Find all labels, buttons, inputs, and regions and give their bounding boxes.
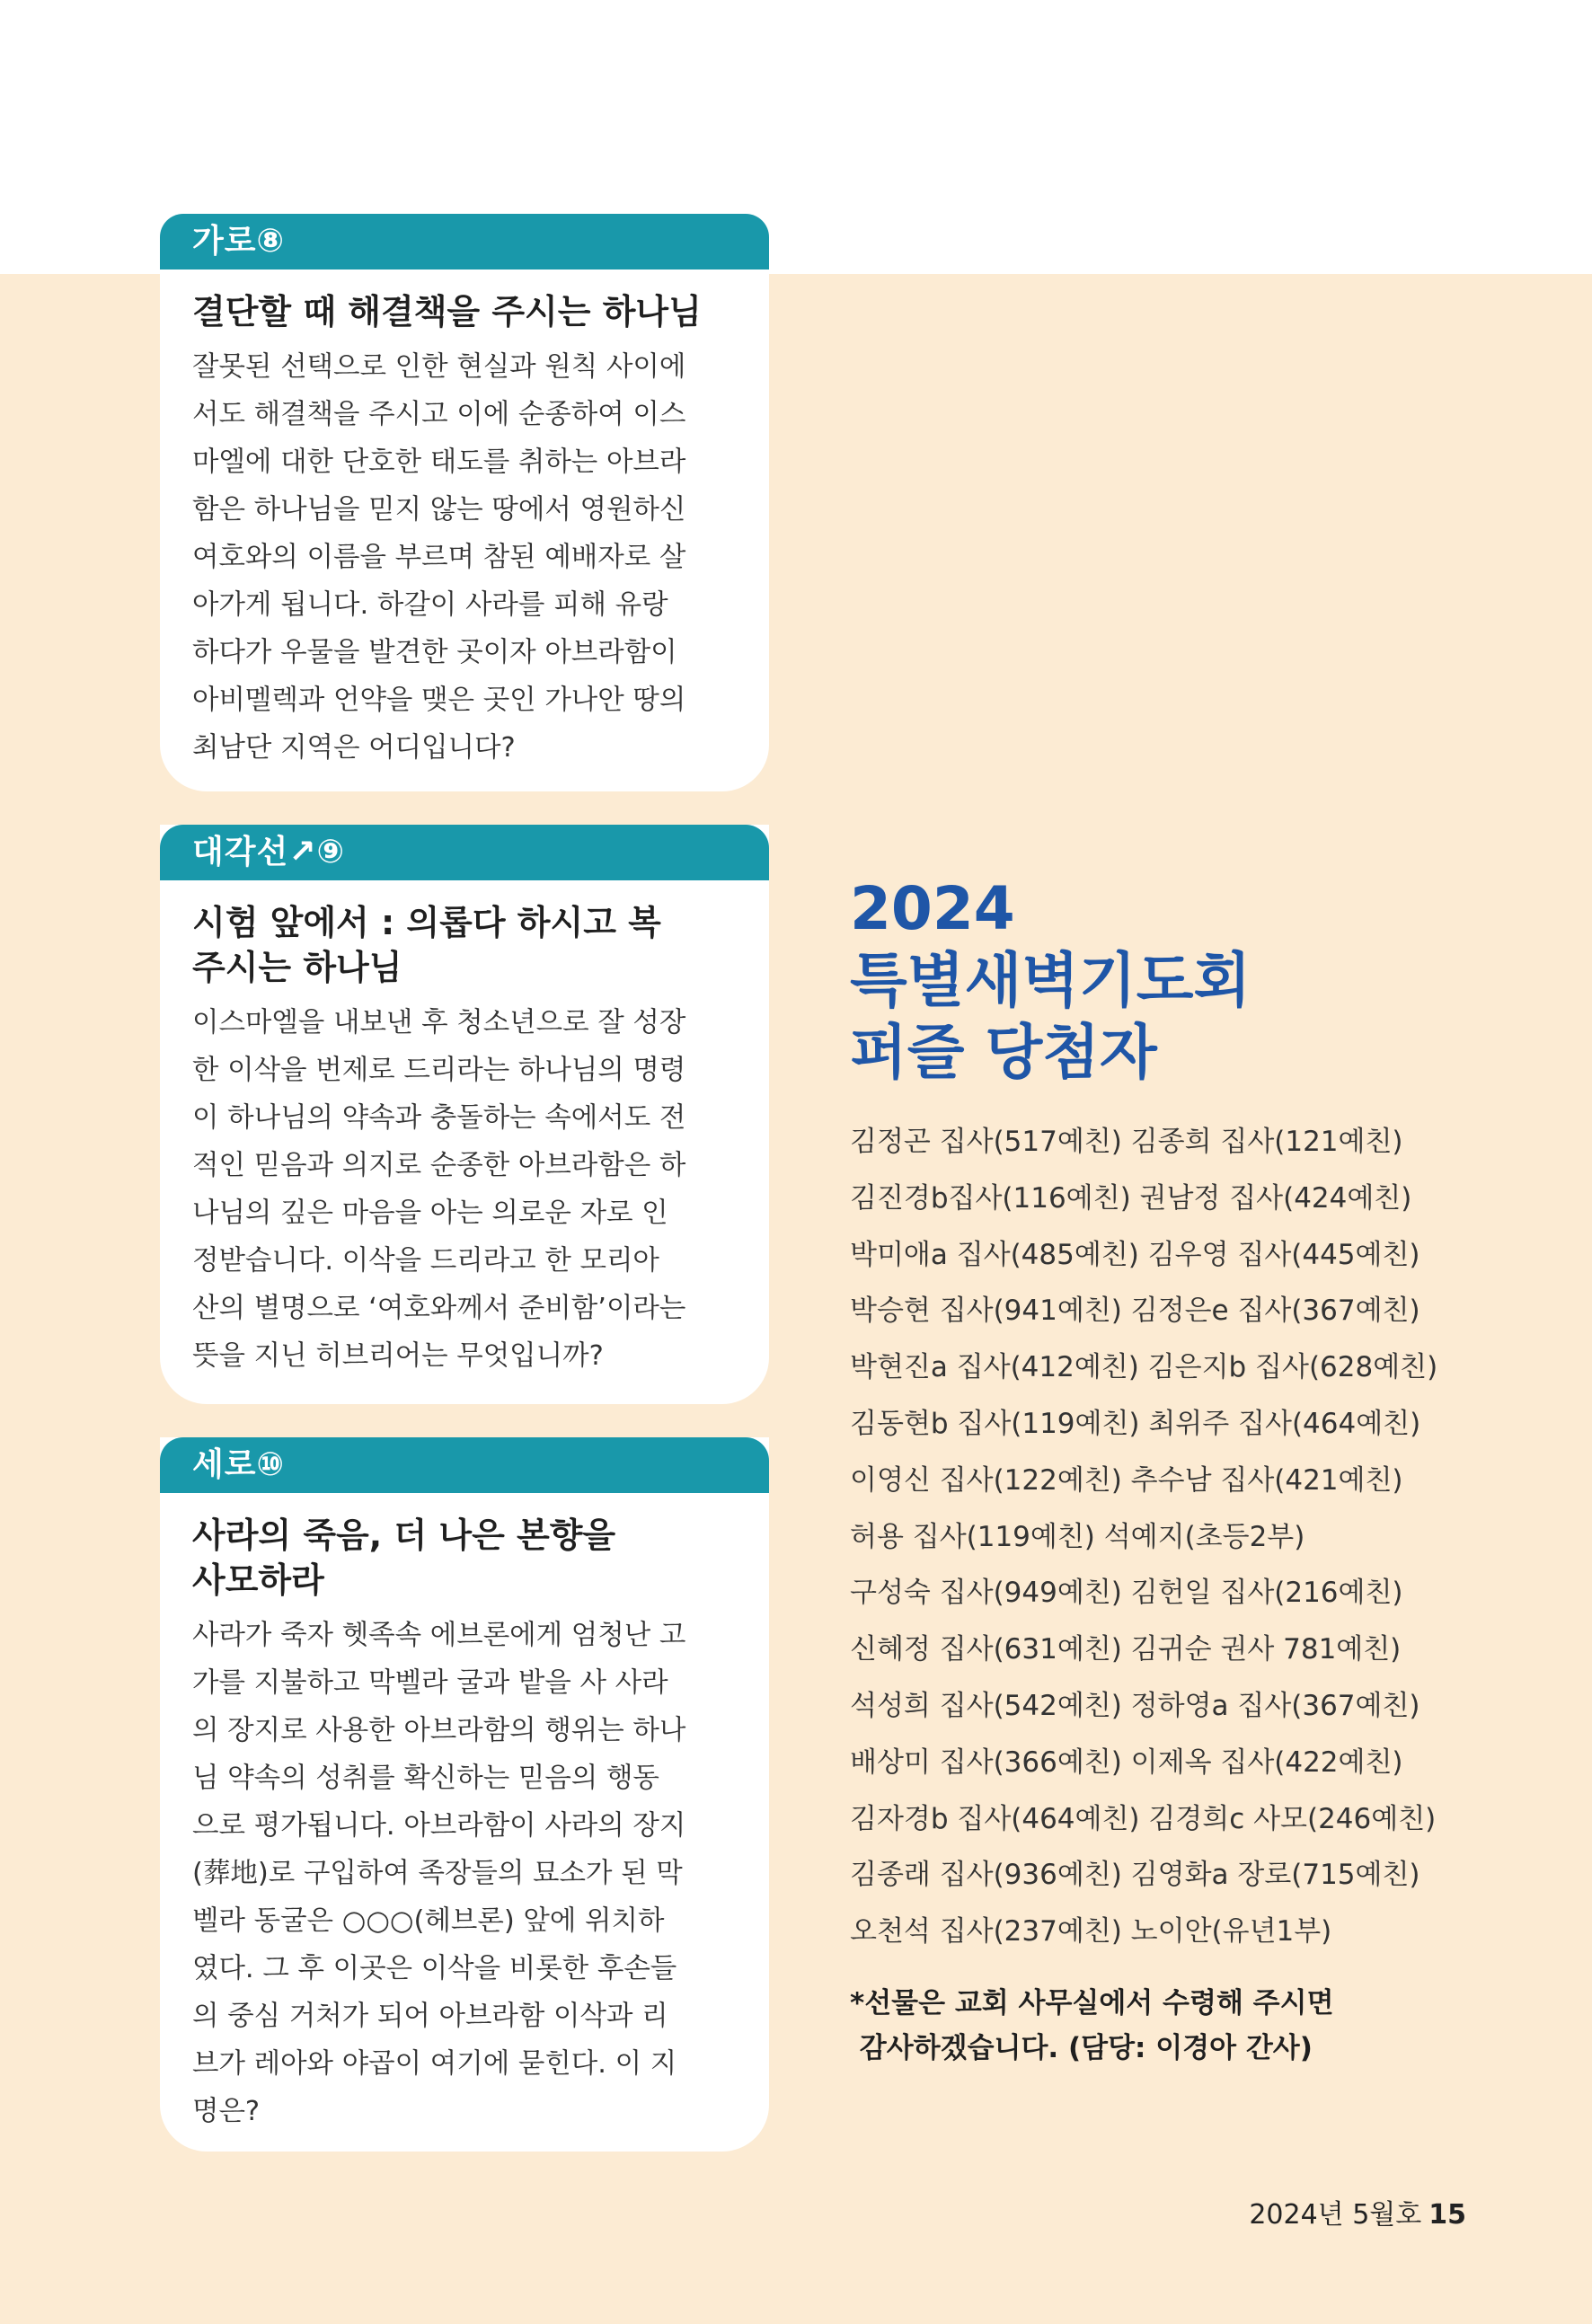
clue-text-line: 의 장지로 사용한 아브라함의 행위는 하나 [192, 1715, 686, 1746]
clue-text-line: 여호와의 이름을 부르며 참된 예배자로 살 [192, 542, 686, 573]
winners-row: 김종래 집사(936예친) 김영화a 장로(715예친) [850, 1859, 1420, 1892]
clue-text-line: 한 이삭을 번제로 드리라는 하나님의 명령 [192, 1055, 686, 1086]
winners-row: 허용 집사(119예친) 석예지(초등2부) [850, 1520, 1305, 1553]
clue-tag: 가로⑧ [160, 214, 769, 270]
clue-text-line: 산의 별명으로 ‘여호와께서 준비함’이라는 [192, 1293, 686, 1324]
clue-title-line: 시험 앞에서 : 의롭다 하시고 복 [192, 903, 661, 942]
clue-text-line: 사라가 죽자 헷족속 에브론에게 엄청난 고 [192, 1620, 686, 1651]
clue-text-line: 가를 지불하고 막벨라 굴과 밭을 사 사라 [192, 1667, 668, 1699]
clue-text-line: 적인 믿음과 의지로 순종한 아브라함은 하 [192, 1150, 686, 1181]
clue-title-line: 결단할 때 해결책을 주시는 하나님 [192, 292, 702, 331]
clue-text-line: 의 중심 거처가 되어 아브라함 이삭과 리 [192, 2001, 668, 2032]
puzzle-clue-card-across-8 [160, 214, 769, 791]
note-line: 감사하겠습니다. (담당: 이경아 간사) [850, 2032, 1313, 2064]
heading-line: 2024 [850, 874, 1015, 943]
winners-row: 배상미 집사(366예친) 이제옥 집사(422예친) [850, 1745, 1403, 1779]
clue-title [192, 1513, 737, 1603]
clue-text-line: 뜻을 지닌 히브리어는 무엇입니까? [192, 1340, 604, 1372]
clue-text [192, 1612, 737, 2135]
clue-text-line: 였다. 그 후 이곳은 이삭을 비롯한 후손들 [192, 1953, 677, 1984]
clue-title-line: 사모하라 [192, 1560, 324, 1600]
clue-title [192, 900, 737, 990]
clue-text-line: 아비멜렉과 언약을 맺은 곳인 가나안 땅의 [192, 685, 686, 716]
clue-text-line: 정받습니다. 이삭을 드리라고 한 모리아 [192, 1245, 659, 1277]
clue-text-line: 이스마엘을 내보낸 후 청소년으로 잘 성장 [192, 1007, 686, 1038]
clue-text-line: 벨라 동굴은 ○○○(헤브론) 앞에 위치하 [192, 1905, 665, 1937]
clue-text-line: 최남단 지역은 어디입니다? [192, 732, 516, 764]
winners-list [850, 1114, 1437, 1960]
clue-text-line: 잘못된 선택으로 인한 현실과 원칙 사이에 [192, 351, 686, 383]
clue-text [192, 999, 737, 1380]
winners-row: 김동현b 집사(119예친) 최위주 집사(464예친) [850, 1407, 1421, 1440]
clue-text-line: (葬地)로 구입하여 족장들의 묘소가 된 막 [192, 1858, 683, 1889]
clue-tag: 대각선↗⑨ [160, 825, 769, 880]
puzzle-clue-card-down-10 [160, 1437, 769, 2152]
clue-title-line: 사라의 죽음, 더 나은 본향을 [192, 1515, 616, 1555]
clue-text [192, 343, 737, 772]
winners-row: 박승현 집사(941예친) 김정은e 집사(367예친) [850, 1295, 1420, 1328]
note-line: *선물은 교회 사무실에서 수령해 주시면 [850, 1987, 1334, 2019]
clue-title [192, 289, 737, 334]
winners-row: 구성숙 집사(949예친) 김헌일 집사(216예친) [850, 1577, 1403, 1610]
puzzle-clue-card-diagonal-9 [160, 825, 769, 1404]
clue-text-line: 명은? [192, 2096, 261, 2127]
winners-row: 김진경b집사(116예친) 권남정 집사(424예친) [850, 1181, 1412, 1215]
clue-text-line: 함은 하나님을 믿지 않는 땅에서 영원하신 [192, 494, 686, 526]
heading-line: 퍼즐 당첨자 [850, 1018, 1157, 1087]
clue-text-line: 나님의 깊은 마음을 아는 의로운 자로 인 [192, 1197, 668, 1229]
clue-text-line: 마엘에 대한 단호한 태도를 취하는 아브라 [192, 446, 686, 478]
page-footer [1249, 2192, 1466, 2231]
winners-row: 김자경b 집사(464예친) 김경희c 사모(246예친) [850, 1802, 1437, 1835]
clue-text-line: 님 약속의 성취를 확신하는 믿음의 행동 [192, 1763, 659, 1794]
winners-row: 신혜정 집사(631예친) 김귀순 권사 781예친) [850, 1633, 1402, 1666]
winners-row: 김정곤 집사(517예친) 김종희 집사(121예친) [850, 1126, 1403, 1158]
clue-tag: 세로⑩ [160, 1437, 769, 1493]
winners-row: 박현진a 집사(412예친) 김은지b 집사(628예친) [850, 1351, 1438, 1384]
clue-title-line: 주시는 하나님 [192, 948, 402, 987]
issue-label: 2024년 5월호 [1249, 2199, 1422, 2231]
clue-text-line: 이 하나님의 약속과 충돌하는 속에서도 전 [192, 1102, 686, 1134]
winners-row: 오천석 집사(237예친) 노이안(유년1부) [850, 1915, 1332, 1948]
winners-heading [850, 873, 1251, 1089]
winners-row: 박미애a 집사(485예친) 김우영 집사(445예친) [850, 1238, 1420, 1271]
clue-text-line: 서도 해결책을 주시고 이에 순종하여 이스 [192, 399, 686, 430]
winners-row: 이영신 집사(122예친) 추수남 집사(421예친) [850, 1463, 1403, 1497]
prize-note [850, 1981, 1334, 2071]
winners-row: 석성희 집사(542예친) 정하영a 집사(367예친) [850, 1689, 1420, 1722]
clue-text-line: 브가 레아와 야곱이 여기에 묻힌다. 이 지 [192, 2048, 677, 2080]
clue-text-line: 으로 평가됩니다. 아브라함이 사라의 장지 [192, 1810, 686, 1842]
clue-text-line: 아가게 됩니다. 하갈이 사라를 피해 유랑 [192, 589, 668, 621]
page-number: 15 [1428, 2199, 1466, 2231]
heading-line: 특별새벽기도회 [850, 946, 1251, 1015]
clue-text-line: 하다가 우물을 발견한 곳이자 아브라함이 [192, 637, 677, 668]
